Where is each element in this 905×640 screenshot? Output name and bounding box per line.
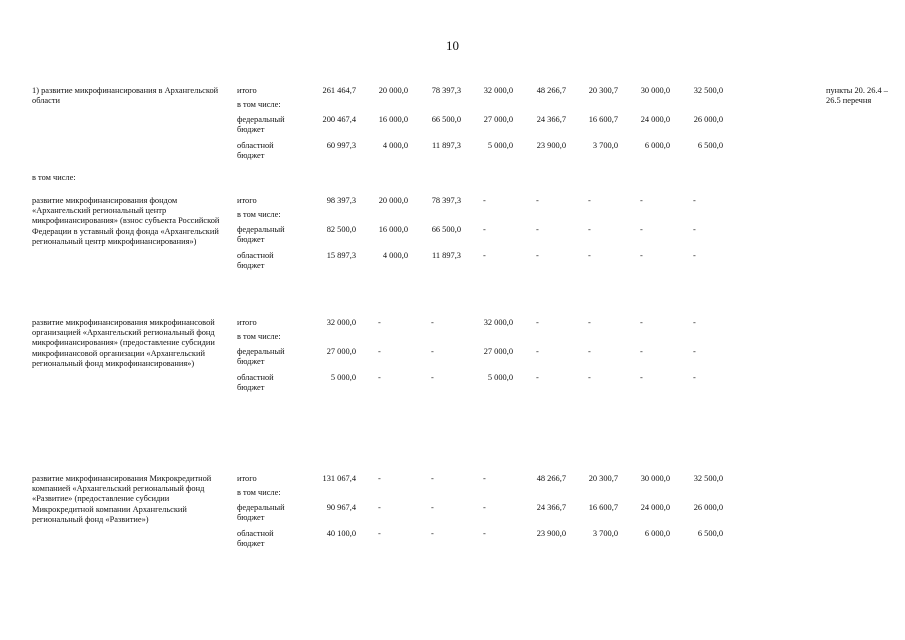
value-cell: - bbox=[483, 225, 486, 234]
section-description: развитие микрофинансирования фондом «Архангельский региональный центр микрофинансирования» (взнос субъекта Российской Федерации в уставный фонд фонда «Архангельский региональный центр микрофинансирования») bbox=[32, 196, 220, 246]
value-cell: 60 997,3 bbox=[326, 141, 356, 150]
row-label-oblast: областной бюджет bbox=[237, 373, 274, 393]
value-cell: - bbox=[588, 225, 591, 234]
value-cell: 20 300,7 bbox=[588, 86, 618, 95]
value-cell: - bbox=[693, 196, 696, 205]
value-cell: 32 500,0 bbox=[693, 474, 723, 483]
value-cell: 27 000,0 bbox=[483, 115, 513, 124]
value-cell: 30 000,0 bbox=[640, 474, 670, 483]
row-label-oblast: областной бюджет bbox=[237, 141, 274, 161]
row-label-federal: федеральный бюджет bbox=[237, 503, 285, 523]
row-label-itogo: итого bbox=[237, 318, 257, 327]
section-description: развитие микрофинансирования Микрокредитной компанией «Архангельский региональный фонд «Развитие» (предоставление субсидии Микрокредитной компании Архангельский региональный фонд «Развитие») bbox=[32, 474, 212, 524]
value-cell: 3 700,0 bbox=[592, 529, 618, 538]
value-cell: 6 500,0 bbox=[697, 529, 723, 538]
section-description: развитие микрофинансирования микрофинансовой организацией «Архангельский региональный фонд микрофинансирования» (предоставление субсидии микрофинансовой организации «Архангельский региональный фонд микрофинансирования») bbox=[32, 318, 215, 368]
row-label-oblast: областной бюджет bbox=[237, 529, 274, 549]
value-cell: 40 100,0 bbox=[326, 529, 356, 538]
value-cell: 82 500,0 bbox=[326, 225, 356, 234]
row-label-federal: федеральный бюджет bbox=[237, 225, 285, 245]
value-cell: 20 000,0 bbox=[378, 86, 408, 95]
value-cell: - bbox=[693, 225, 696, 234]
value-cell: - bbox=[483, 196, 486, 205]
value-cell: - bbox=[693, 373, 696, 382]
value-cell: 48 266,7 bbox=[536, 86, 566, 95]
value-cell: - bbox=[640, 225, 643, 234]
value-cell: 32 000,0 bbox=[326, 318, 356, 327]
value-cell: 15 897,3 bbox=[326, 251, 356, 260]
value-cell: 66 500,0 bbox=[431, 115, 461, 124]
value-cell: 78 397,3 bbox=[431, 196, 461, 205]
value-cell: 26 000,0 bbox=[693, 115, 723, 124]
value-cell: - bbox=[536, 225, 539, 234]
value-cell: - bbox=[640, 251, 643, 260]
subsection-intro: в том числе: bbox=[32, 173, 76, 182]
value-cell: 48 266,7 bbox=[536, 474, 566, 483]
value-cell: 30 000,0 bbox=[640, 86, 670, 95]
value-cell: 16 600,7 bbox=[588, 503, 618, 512]
value-cell: - bbox=[693, 251, 696, 260]
value-cell: - bbox=[378, 347, 381, 356]
value-cell: - bbox=[640, 196, 643, 205]
value-cell: - bbox=[378, 529, 381, 538]
value-cell: - bbox=[693, 347, 696, 356]
value-cell: 23 900,0 bbox=[536, 529, 566, 538]
value-cell: 4 000,0 bbox=[382, 251, 408, 260]
row-label-vtom: в том числе: bbox=[237, 100, 281, 109]
value-cell: 66 500,0 bbox=[431, 225, 461, 234]
value-cell: - bbox=[431, 474, 434, 483]
value-cell: - bbox=[588, 373, 591, 382]
value-cell: 5 000,0 bbox=[487, 373, 513, 382]
value-cell: - bbox=[536, 196, 539, 205]
value-cell: 27 000,0 bbox=[326, 347, 356, 356]
value-cell: 200 467,4 bbox=[322, 115, 356, 124]
value-cell: - bbox=[483, 503, 486, 512]
value-cell: 20 300,7 bbox=[588, 474, 618, 483]
value-cell: 27 000,0 bbox=[483, 347, 513, 356]
value-cell: 4 000,0 bbox=[382, 141, 408, 150]
value-cell: - bbox=[483, 529, 486, 538]
value-cell: 6 500,0 bbox=[697, 141, 723, 150]
value-cell: 23 900,0 bbox=[536, 141, 566, 150]
value-cell: 32 000,0 bbox=[483, 86, 513, 95]
value-cell: - bbox=[536, 347, 539, 356]
value-cell: 24 000,0 bbox=[640, 503, 670, 512]
value-cell: 16 000,0 bbox=[378, 115, 408, 124]
row-label-vtom: в том числе: bbox=[237, 488, 281, 497]
value-cell: 98 397,3 bbox=[326, 196, 356, 205]
value-cell: 26 000,0 bbox=[693, 503, 723, 512]
row-label-oblast: областной бюджет bbox=[237, 251, 274, 271]
value-cell: - bbox=[536, 251, 539, 260]
value-cell: - bbox=[431, 347, 434, 356]
value-cell: 32 500,0 bbox=[693, 86, 723, 95]
row-label-federal: федеральный бюджет bbox=[237, 115, 285, 135]
value-cell: - bbox=[536, 318, 539, 327]
value-cell: 5 000,0 bbox=[487, 141, 513, 150]
row-label-federal: федеральный бюджет bbox=[237, 347, 285, 367]
value-cell: - bbox=[640, 318, 643, 327]
value-cell: - bbox=[378, 373, 381, 382]
value-cell: - bbox=[588, 347, 591, 356]
value-cell: 11 897,3 bbox=[431, 141, 461, 150]
row-label-vtom: в том числе: bbox=[237, 210, 281, 219]
value-cell: 16 000,0 bbox=[378, 225, 408, 234]
row-label-itogo: итого bbox=[237, 86, 257, 95]
value-cell: - bbox=[483, 474, 486, 483]
value-cell: - bbox=[536, 373, 539, 382]
value-cell: - bbox=[640, 347, 643, 356]
value-cell: - bbox=[483, 251, 486, 260]
value-cell: 3 700,0 bbox=[592, 141, 618, 150]
row-label-itogo: итого bbox=[237, 474, 257, 483]
value-cell: 90 967,4 bbox=[326, 503, 356, 512]
value-cell: - bbox=[640, 373, 643, 382]
value-cell: - bbox=[588, 196, 591, 205]
section-description: 1) развитие микрофинансирования в Архангельской области bbox=[32, 86, 219, 106]
value-cell: 11 897,3 bbox=[431, 251, 461, 260]
value-cell: - bbox=[431, 529, 434, 538]
value-cell: 131 067,4 bbox=[322, 474, 356, 483]
row-label-vtom: в том числе: bbox=[237, 332, 281, 341]
value-cell: - bbox=[588, 318, 591, 327]
value-cell: - bbox=[378, 474, 381, 483]
value-cell: 24 366,7 bbox=[536, 115, 566, 124]
value-cell: - bbox=[588, 251, 591, 260]
value-cell: - bbox=[431, 318, 434, 327]
value-cell: - bbox=[378, 318, 381, 327]
value-cell: 78 397,3 bbox=[431, 86, 461, 95]
value-cell: 261 464,7 bbox=[322, 86, 356, 95]
value-cell: - bbox=[693, 318, 696, 327]
value-cell: 24 000,0 bbox=[640, 115, 670, 124]
value-cell: 24 366,7 bbox=[536, 503, 566, 512]
section-note: пункты 20. 26.4 – 26.5 перечня bbox=[826, 86, 888, 106]
value-cell: 20 000,0 bbox=[378, 196, 408, 205]
value-cell: 32 000,0 bbox=[483, 318, 513, 327]
value-cell: 5 000,0 bbox=[330, 373, 356, 382]
page-number: 10 bbox=[446, 38, 459, 53]
value-cell: - bbox=[378, 503, 381, 512]
row-label-itogo: итого bbox=[237, 196, 257, 205]
value-cell: - bbox=[431, 373, 434, 382]
value-cell: 16 600,7 bbox=[588, 115, 618, 124]
value-cell: 6 000,0 bbox=[644, 529, 670, 538]
value-cell: 6 000,0 bbox=[644, 141, 670, 150]
value-cell: - bbox=[431, 503, 434, 512]
